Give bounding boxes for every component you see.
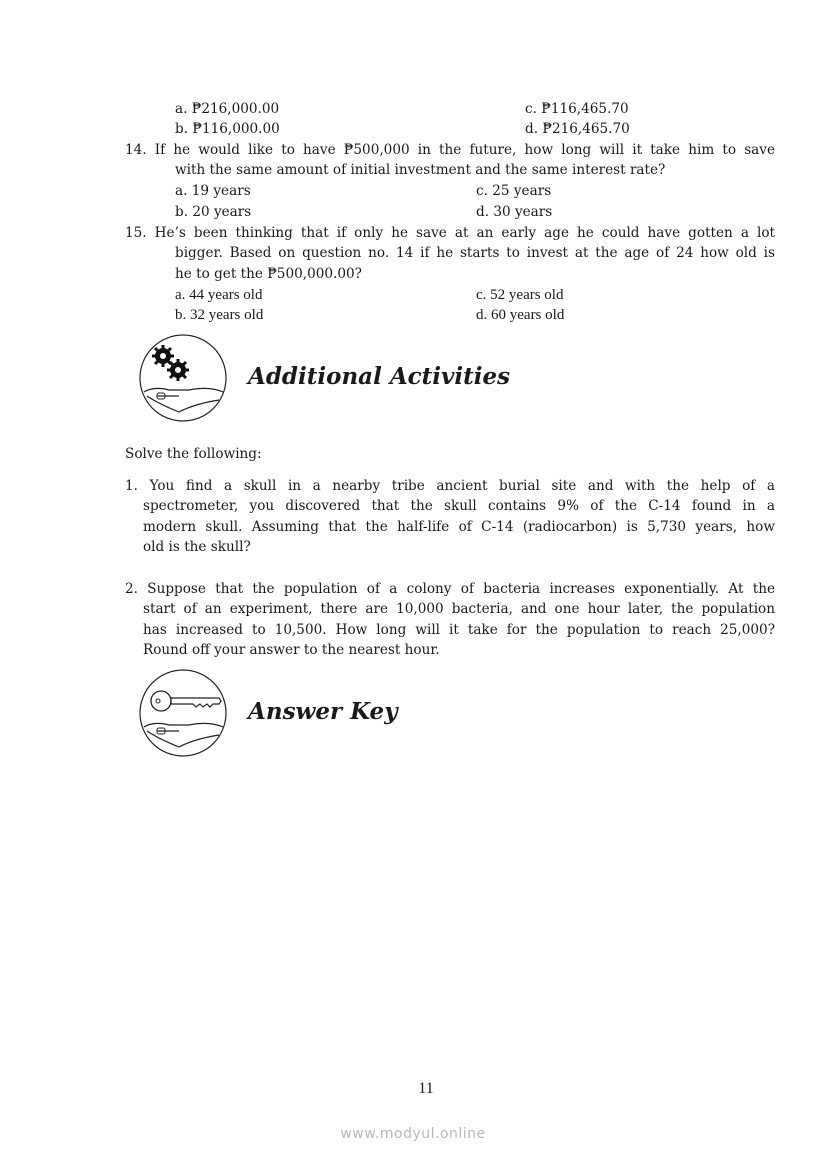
q14-option-c: c. 25 years [476,183,552,199]
activity-2-line: Round off your answer to the nearest hour. [143,642,440,658]
activity-2-line: start of an experiment, there are 10,000 bacteria, and one hour later, the population [143,601,775,617]
q15-option-a: a. 44 years old [175,287,263,303]
q14-option-a: a. 19 years [175,183,251,199]
q14-option-d: d. 30 years [476,204,553,220]
q14-question-line: 14. If he would like to have ₱500,000 in the future, how long will it take him to save [125,142,775,158]
q13-option-c: c. ₱116,465.70 [525,101,629,117]
q15-option-d: d. 60 years old [476,307,565,323]
instructions-text: Solve the following: [125,446,262,462]
q13-option-a: a. ₱216,000.00 [175,101,280,117]
q14-question-line: with the same amount of initial investment and the same interest rate? [175,162,666,178]
q14-option-b: b. 20 years [175,204,252,220]
activity-1-line: modern skull. Assuming that the half-life of C-14 (radiocarbon) is 5,730 years, how [143,519,775,535]
activity-2-line: has increased to 10,500. How long will it take for the population to reach 25,000? [143,622,775,638]
q15-question-line: he to get the ₱500,000.00? [175,266,362,282]
additional-activities-heading: Additional Activities [248,363,511,390]
gears-hand-icon [139,334,227,422]
watermark: www.modyul.online [340,1126,486,1142]
q13-option-d: d. ₱216,465.70 [525,121,630,137]
activity-1-line: 1. You find a skull in a nearby tribe ancient burial site and with the help of a [125,478,775,494]
answer-key-heading: Answer Key [248,698,398,725]
key-hand-icon [139,669,227,757]
q15-question-line: bigger. Based on question no. 14 if he starts to invest at the age of 24 how old is [175,245,775,261]
q13-option-b: b. ₱116,000.00 [175,121,280,137]
q15-option-c: c. 52 years old [476,287,564,303]
activity-1-line: spectrometer, you discovered that the skull contains 9% of the C-14 found in a [143,498,775,514]
activity-1-line: old is the skull? [143,539,251,555]
activity-2-line: 2. Suppose that the population of a colony of bacteria increases exponentially. At the [125,581,775,597]
page-number: 11 [418,1080,434,1097]
q15-option-b: b. 32 years old [175,307,264,323]
q15-question-line: 15. He’s been thinking that if only he save at an early age he could have gotten a lot [125,225,775,241]
